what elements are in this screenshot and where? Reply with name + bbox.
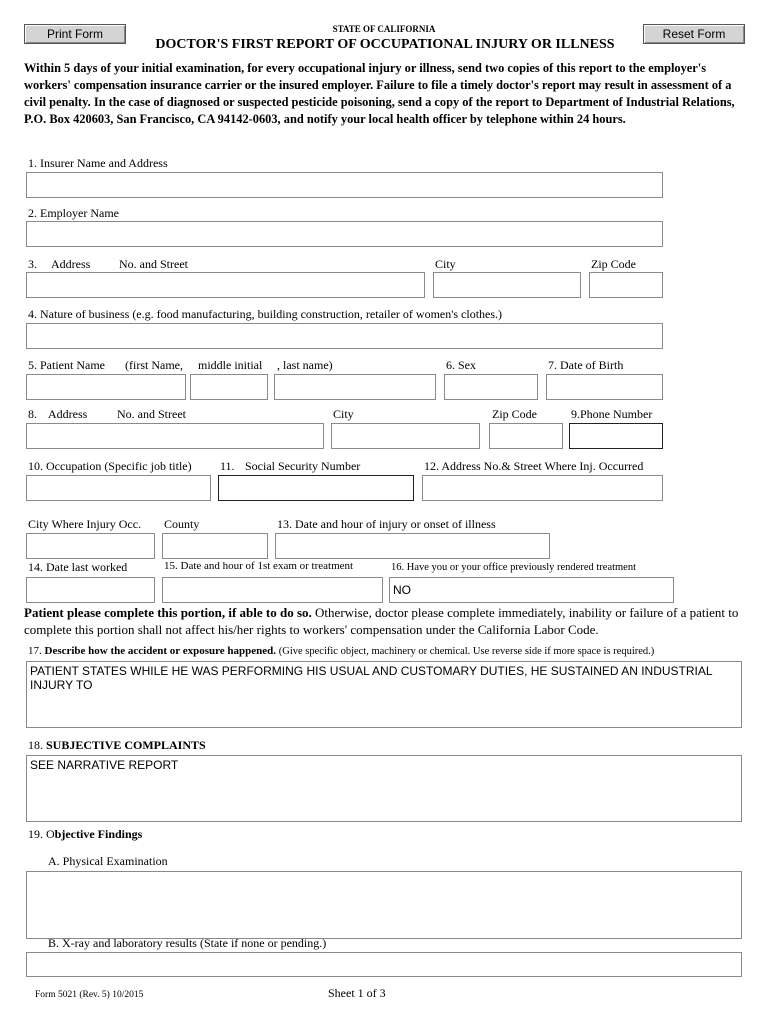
pat-street-field[interactable] <box>26 423 324 449</box>
first-exam-field[interactable] <box>162 577 383 603</box>
inj-address-label: 12. Address No.& Street Where Inj. Occurred <box>424 459 644 473</box>
q18-num: 18. <box>28 738 43 752</box>
insurer-field[interactable] <box>26 172 663 198</box>
sex-field[interactable] <box>444 374 538 400</box>
prev-treatment-label: 16. Have you or your office previously rendered treatment <box>391 562 637 573</box>
emp-address-num: 3. <box>28 257 37 271</box>
emp-zip-label: Zip Code <box>591 257 636 271</box>
intro-instructions: Within 5 days of your initial examination, for every occupational injury or illness, send two copies of this report to the employer's workers' compensation insurance carrier or the insured employer. Failure to file a timely doctor's report may result in assessment of a civil penalty. In the case of diagnosed or suspected pesticide poisoning, send a copy of the report to Department of Industrial Relations, P.O. Box 420603, San Francisco, CA 94142-0603, and notify your local health officer by telephone within 24 hours. <box>24 61 735 126</box>
patient-instructions-rest: Otherwise, doctor please complete immediately, inability or failure of a patient to complete this portion shall not affect his/her rights to workers' compensation under the California Labor Code. <box>24 605 739 637</box>
dob-field[interactable] <box>546 374 663 400</box>
phone-field[interactable] <box>569 423 663 449</box>
business-label: 4. Nature of business (e.g. food manufacturing, building construction, retailer of women's clothes.) <box>28 307 503 321</box>
inj-address-field[interactable] <box>422 475 663 501</box>
pat-zip-field[interactable] <box>489 423 563 449</box>
xray-field[interactable] <box>26 952 742 977</box>
q18-bold: SUBJECTIVE COMPLAINTS <box>46 738 206 752</box>
q19a-label: A. Physical Examination <box>48 854 168 868</box>
patient-instructions <box>24 604 746 638</box>
q18-label <box>28 738 206 753</box>
county-field[interactable] <box>162 533 268 559</box>
emp-address-label: Address <box>51 257 91 271</box>
pat-zip-label: Zip Code <box>492 407 537 421</box>
q17-field[interactable]: PATIENT STATES WHILE HE WAS PERFORMING HIS USUAL AND CUSTOMARY DUTIES, HE SUSTAINED AN INDUSTRIAL INJURY TO <box>26 661 742 728</box>
employer-label: 2. Employer Name <box>28 206 119 220</box>
physical-exam-field[interactable] <box>26 871 742 939</box>
emp-city-label: City <box>435 257 456 271</box>
last-worked-label: 14. Date last worked <box>28 560 128 574</box>
prev-treatment-field[interactable]: NO <box>389 577 674 603</box>
pat-address-num: 8. <box>28 407 37 421</box>
ssn-num: 11. <box>220 459 235 473</box>
pat-city-label: City <box>333 407 354 421</box>
inj-city-label: City Where Injury Occ. <box>28 517 142 531</box>
q17-label <box>28 645 654 657</box>
first-exam-label: 15. Date and hour of 1st exam or treatment <box>164 560 354 572</box>
form-number: Form 5021 (Rev. 5) 10/2015 <box>35 990 144 1000</box>
q19-bold: bjective Findings <box>54 827 143 841</box>
insurer-label: 1. Insurer Name and Address <box>28 156 168 170</box>
pat-city-field[interactable] <box>331 423 480 449</box>
dob-label: 7. Date of Birth <box>548 358 624 372</box>
print-form-button[interactable]: Print Form <box>24 24 126 44</box>
q19b-label: B. X-ray and laboratory results (State if none or pending.) <box>48 936 327 950</box>
patient-name-label: 5. Patient Name <box>28 358 105 372</box>
patient-middle-field[interactable] <box>190 374 268 400</box>
patient-middle-label: middle initial <box>198 358 263 372</box>
patient-last-field[interactable] <box>274 374 436 400</box>
patient-last-label: , last name) <box>277 358 333 372</box>
phone-label: 9.Phone Number <box>571 407 653 421</box>
q17-num: 17. <box>28 645 42 657</box>
reset-form-button[interactable]: Reset Form <box>643 24 745 44</box>
page-title: DOCTOR'S FIRST REPORT OF OCCUPATIONAL INJURY OR ILLNESS <box>155 37 615 52</box>
emp-street-label: No. and Street <box>119 257 188 271</box>
sheet-number: Sheet 1 of 3 <box>328 986 386 1000</box>
occupation-field[interactable] <box>26 475 211 501</box>
q19-num: 19. O <box>28 827 55 841</box>
county-label: County <box>164 517 200 531</box>
sex-label: 6. Sex <box>446 358 476 372</box>
emp-zip-field[interactable] <box>589 272 663 298</box>
ssn-field[interactable] <box>218 475 414 501</box>
emp-street-field[interactable] <box>26 272 425 298</box>
occupation-label: 10. Occupation (Specific job title) <box>28 459 192 473</box>
inj-date-label: 13. Date and hour of injury or onset of illness <box>277 517 496 531</box>
patient-first-label: (first Name, <box>125 358 183 372</box>
ssn-label: Social Security Number <box>245 459 361 473</box>
q19-label <box>28 827 142 842</box>
state-header: STATE OF CALIFORNIA <box>332 24 436 34</box>
pat-address-label: Address <box>48 407 88 421</box>
q17-note: (Give specific object, machinery or chemical. Use reverse side if more space is required.) <box>278 646 655 657</box>
q17-bold: Describe how the accident or exposure happened. <box>44 645 277 657</box>
q18-field[interactable]: SEE NARRATIVE REPORT <box>26 755 742 822</box>
patient-instructions-bold: Patient please complete this portion, if able to do so. <box>24 605 312 620</box>
inj-date-field[interactable] <box>275 533 550 559</box>
pat-street-label: No. and Street <box>117 407 186 421</box>
business-field[interactable] <box>26 323 663 349</box>
inj-city-field[interactable] <box>26 533 155 559</box>
employer-field[interactable] <box>26 221 663 247</box>
patient-first-field[interactable] <box>26 374 186 400</box>
last-worked-field[interactable] <box>26 577 155 603</box>
emp-city-field[interactable] <box>433 272 581 298</box>
